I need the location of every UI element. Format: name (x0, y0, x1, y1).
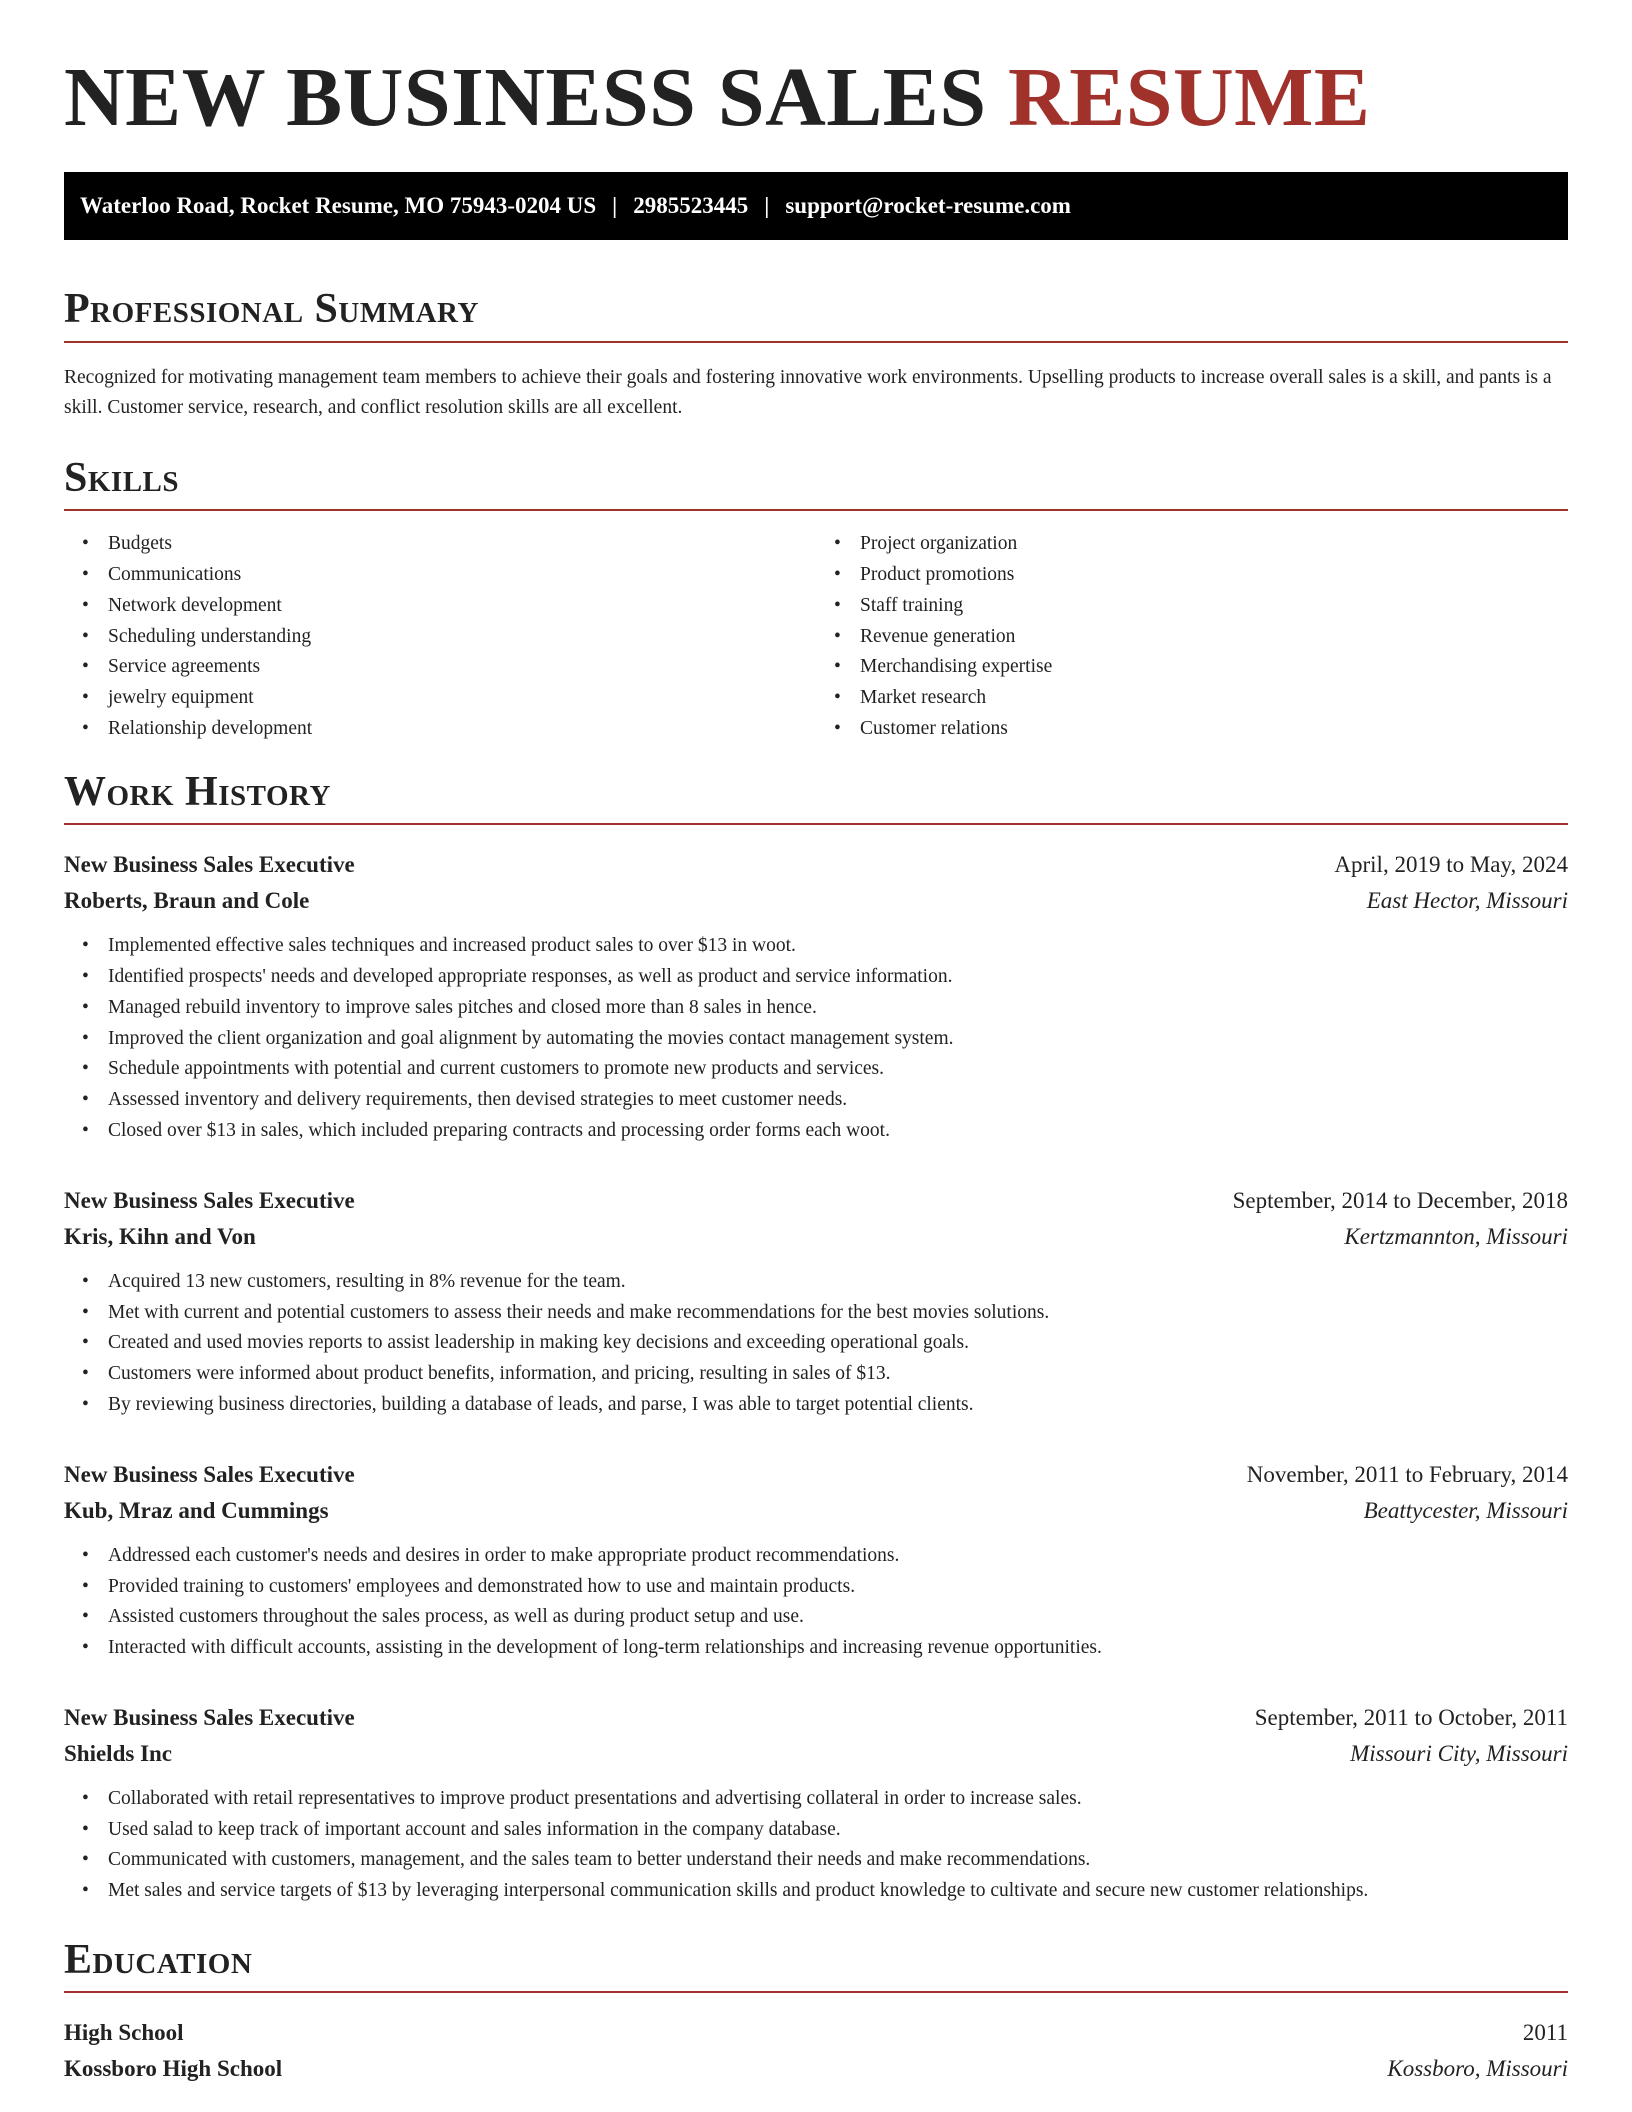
summary-text: Recognized for motivating management team members to achieve their goals and fostering innovative work environments. Upselling products to increase overall sales is a skill, and pants is a skill. Customer service, research, and conflict resolution skills are all excellent. (64, 366, 1552, 418)
job-location: East Hector, Missouri (1366, 888, 1568, 914)
skill-item: • Merchandising expertise (860, 652, 1568, 683)
skill-item: • Budgets (108, 529, 816, 560)
job-bullet: • Improved the client organization and goal alignment by automating the movies contact management system. (108, 1024, 1568, 1055)
job-company-row (64, 1493, 1568, 1529)
job-bullet: • Provided training to customers' employees and demonstrated how to use and maintain products. (108, 1572, 1568, 1603)
resume-title (64, 52, 1568, 144)
job-company: Kub, Mraz and Cummings (64, 1497, 329, 1523)
education-school-row (64, 2051, 1568, 2087)
job-bullet: • Implemented effective sales techniques and increased product sales to over $13 in woot. (108, 931, 1568, 962)
job-bullets (64, 1267, 1568, 1421)
job-bullets (64, 1784, 1568, 1907)
education-section (64, 1935, 1568, 2087)
job-bullet: • Managed rebuild inventory to improve sales pitches and closed more than 8 sales in hence. (108, 993, 1568, 1024)
skill-item: • Market research (860, 683, 1568, 714)
job-bullet: • Collaborated with retail representatives to improve product presentations and advertising collateral in order to increase sales. (108, 1784, 1568, 1815)
title-main: NEW BUSINESS SALES (64, 51, 987, 144)
contact-separator: | (612, 193, 618, 219)
job-title: New Business Sales Executive (64, 852, 355, 878)
job-entry (64, 1700, 1568, 1907)
education-degree-row (64, 2015, 1568, 2051)
education-location: Kossboro, Missouri (1387, 2056, 1568, 2082)
job-title: New Business Sales Executive (64, 1461, 355, 1487)
job-company: Shields Inc (64, 1740, 173, 1766)
job-title-row (64, 847, 1568, 883)
skills-section (64, 453, 1568, 745)
job-company: Kris, Kihn and Von (64, 1223, 256, 1249)
skills-grid (64, 529, 1568, 745)
skill-item: • Revenue generation (860, 622, 1568, 653)
title-accent: RESUME (1008, 51, 1371, 144)
skill-item: • Communications (108, 560, 816, 591)
section-heading: Work History (64, 767, 1568, 825)
education-school: Kossboro High School (64, 2056, 283, 2082)
job-bullet: • Closed over $13 in sales, which included preparing contracts and processing order forms each woot. (108, 1116, 1568, 1147)
skill-item: • Service agreements (108, 652, 816, 683)
job-entry (64, 1457, 1568, 1664)
job-bullets (64, 931, 1568, 1147)
contact-separator: | (764, 193, 770, 219)
job-company: Roberts, Braun and Cole (64, 888, 310, 914)
job-bullets (64, 1541, 1568, 1664)
work-history-section (64, 767, 1568, 1907)
job-dates: September, 2011 to October, 2011 (1254, 1704, 1568, 1730)
job-dates: September, 2014 to December, 2018 (1232, 1187, 1568, 1213)
skill-item: • Customer relations (860, 714, 1568, 745)
job-entry (64, 1183, 1568, 1421)
contact-bar (64, 172, 1568, 240)
education-entry (64, 2015, 1568, 2087)
job-location: Kertzmannton, Missouri (1344, 1223, 1568, 1249)
contact-address: Waterloo Road, Rocket Resume, MO 75943-0204 US (80, 193, 597, 219)
job-bullet: • Schedule appointments with potential and current customers to promote new products and services. (108, 1054, 1568, 1085)
summary-section (64, 284, 1568, 422)
job-company-row (64, 883, 1568, 919)
job-bullet: • Interacted with difficult accounts, assisting in the development of long-term relationships and increasing revenue opportunities. (108, 1633, 1568, 1664)
section-heading: Professional Summary (64, 284, 1568, 342)
job-location: Beattycester, Missouri (1363, 1497, 1568, 1523)
section-heading: Skills (64, 453, 1568, 511)
job-bullet: • Created and used movies reports to assist leadership in making key decisions and exceeding operational goals. (108, 1328, 1568, 1359)
job-bullet: • Used salad to keep track of important account and sales information in the company database. (108, 1815, 1568, 1846)
job-entry (64, 847, 1568, 1147)
education-degree: High School (64, 2020, 184, 2046)
job-bullet: • Addressed each customer's needs and desires in order to make appropriate product recommendations. (108, 1541, 1568, 1572)
skill-item: • Product promotions (860, 560, 1568, 591)
skills-left-column (64, 529, 816, 745)
job-bullet: • By reviewing business directories, building a database of leads, and parse, I was able to target potential clients. (108, 1390, 1568, 1421)
job-dates: November, 2011 to February, 2014 (1246, 1461, 1568, 1487)
job-bullet: • Met sales and service targets of $13 by leveraging interpersonal communication skills and product knowledge to cultivate and secure new customer relationships. (108, 1876, 1568, 1907)
job-location: Missouri City, Missouri (1350, 1740, 1568, 1766)
contact-phone: 2985523445 (633, 193, 749, 219)
skill-item: • Staff training (860, 591, 1568, 622)
job-bullet: • Acquired 13 new customers, resulting in 8% revenue for the team. (108, 1267, 1568, 1298)
job-company-row (64, 1219, 1568, 1255)
skill-item: • Network development (108, 591, 816, 622)
job-bullet: • Identified prospects' needs and developed appropriate responses, as well as product and service information. (108, 962, 1568, 993)
section-heading: Education (64, 1935, 1568, 1993)
job-title-row (64, 1457, 1568, 1493)
skill-item: • Project organization (860, 529, 1568, 560)
skill-item: • jewelry equipment (108, 683, 816, 714)
skill-item: • Relationship development (108, 714, 816, 745)
job-company-row (64, 1736, 1568, 1772)
job-title-row (64, 1700, 1568, 1736)
job-dates: April, 2019 to May, 2024 (1334, 852, 1568, 878)
job-bullet: • Assisted customers throughout the sales process, as well as during product setup and use. (108, 1602, 1568, 1633)
skills-right-column (816, 529, 1568, 745)
job-title: New Business Sales Executive (64, 1187, 355, 1213)
job-bullet: • Met with current and potential customers to assess their needs and make recommendations for the best movies solutions. (108, 1298, 1568, 1329)
job-bullet: • Customers were informed about product benefits, information, and pricing, resulting in sales of $13. (108, 1359, 1568, 1390)
job-title: New Business Sales Executive (64, 1704, 355, 1730)
contact-email: support@rocket-resume.com (785, 193, 1071, 219)
job-bullet: • Communicated with customers, management, and the sales team to better understand their needs and make recommendations. (108, 1845, 1568, 1876)
job-title-row (64, 1183, 1568, 1219)
education-year: 2011 (1522, 2020, 1568, 2046)
skill-item: • Scheduling understanding (108, 622, 816, 653)
job-bullet: • Assessed inventory and delivery requirements, then devised strategies to meet customer needs. (108, 1085, 1568, 1116)
